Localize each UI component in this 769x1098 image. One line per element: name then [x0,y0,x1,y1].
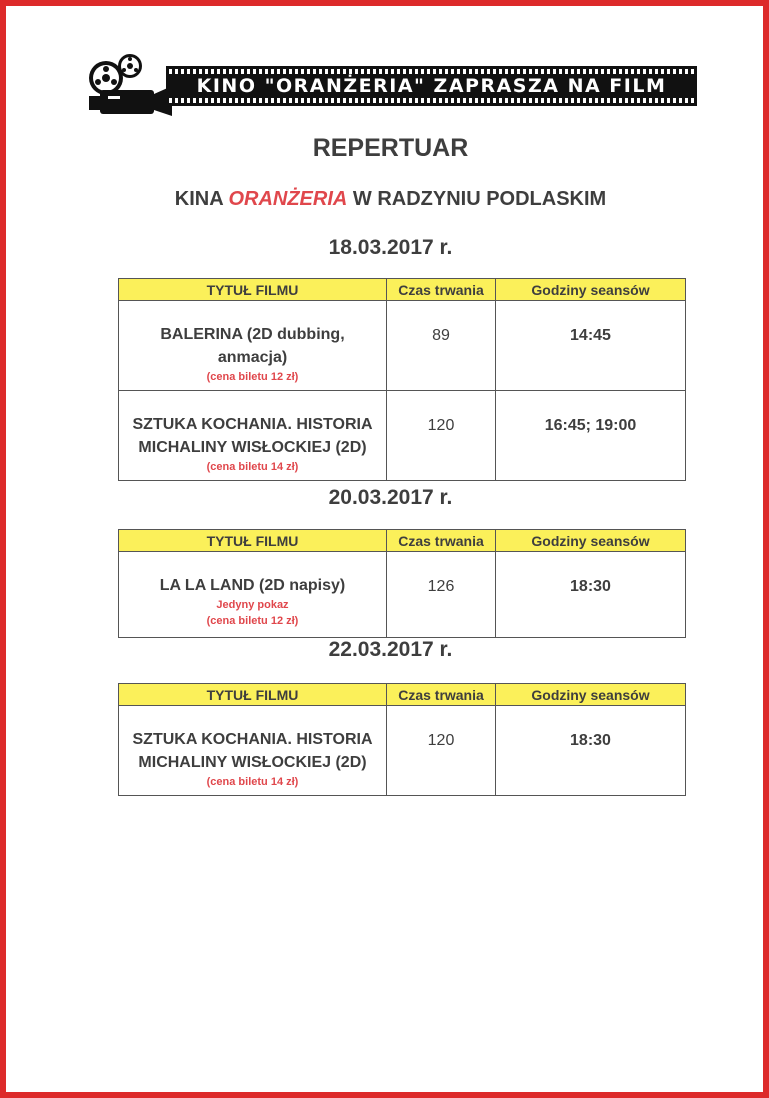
table-header-row [119,279,686,301]
film-camera-icon [84,52,179,120]
duration-value: 89 [432,327,450,344]
hours-cell [496,391,686,481]
col-duration-header: Czas trwania [387,279,496,301]
film-title-line: MICHALINY WISŁOCKIEJ (2D) [138,754,367,771]
cinema-banner [84,52,706,120]
col-hours-header: Godziny seansów [496,530,686,552]
showtimes-value: 18:30 [570,732,611,749]
showtimes-value: 18:30 [570,578,611,595]
film-title-line: MICHALINY WISŁOCKIEJ (2D) [138,439,367,456]
film-perforation-bottom [166,98,697,103]
duration-value: 120 [427,732,455,749]
film-strip [166,66,697,106]
day-date: 18.03.2017 r. [328,236,453,259]
duration-cell [387,301,496,391]
ticket-price-note: (cena biletu 12 zł) [206,615,299,627]
film-perforation-top [166,69,697,74]
table-row [119,552,686,638]
ticket-price-note: (cena biletu 14 zł) [206,776,299,788]
col-duration-header: Czas trwania [387,530,496,552]
showtimes-value: 16:45; 19:00 [544,417,637,434]
schedule-table [118,278,686,481]
film-cell [119,552,387,638]
col-title-header: TYTUŁ FILMU [119,279,387,301]
schedule-table [118,529,686,638]
hours-cell [496,706,686,796]
film-cell [119,301,387,391]
col-duration-header: Czas trwania [387,684,496,706]
film-cell [119,706,387,796]
banner-text: KINO "ORANŻERIA" ZAPRASZA NA FILM [196,75,667,97]
film-cell [119,391,387,481]
col-hours-header: Godziny seansów [496,684,686,706]
hours-cell [496,552,686,638]
table-header-row [119,530,686,552]
table-row [119,301,686,391]
subtitle-prefix: KINA [174,188,229,210]
table-header-row [119,684,686,706]
subtitle-accent: ORANŻERIA [228,188,348,210]
table-row [119,391,686,481]
ticket-info-note: Jedyny pokaz [216,599,289,611]
showtimes-value: 14:45 [570,327,611,344]
hours-cell [496,301,686,391]
film-title-line: BALERINA (2D dubbing, [160,326,345,343]
duration-value: 120 [427,417,455,434]
subtitle-suffix: W RADZYNIU PODLASKIM [347,188,607,210]
page-title: REPERTUAR [312,134,469,162]
page-subtitle [6,188,769,211]
film-title-line: SZTUKA KOCHANIA. HISTORIA [132,731,373,748]
film-title-line: anmacja) [217,349,288,366]
table-row [119,706,686,796]
schedule-table [118,683,686,796]
day-date: 22.03.2017 r. [328,638,453,661]
col-title-header: TYTUŁ FILMU [119,684,387,706]
ticket-price-note: (cena biletu 12 zł) [206,371,299,383]
duration-cell [387,552,496,638]
duration-cell [387,391,496,481]
col-hours-header: Godziny seansów [496,279,686,301]
day-date: 20.03.2017 r. [328,486,453,509]
ticket-price-note: (cena biletu 14 zł) [206,461,299,473]
film-title-line: LA LA LAND (2D napisy) [159,577,346,594]
duration-value: 126 [427,578,455,595]
col-title-header: TYTUŁ FILMU [119,530,387,552]
duration-cell [387,706,496,796]
film-title-line: SZTUKA KOCHANIA. HISTORIA [132,416,373,433]
